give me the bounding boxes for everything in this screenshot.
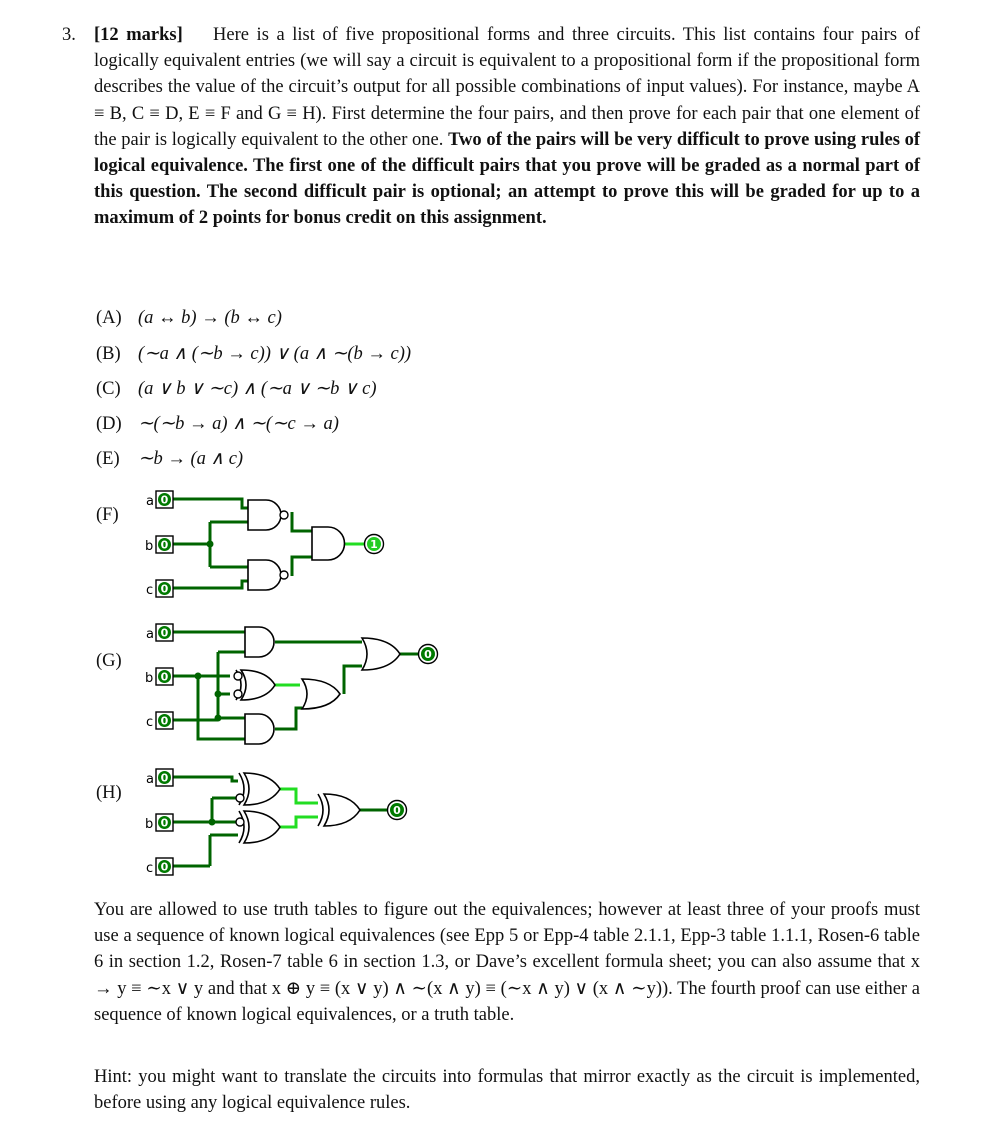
circuit-f-label: (F) [96,505,119,525]
circuit-h-label: (H) [96,783,122,803]
input-pin-b[interactable]: 0 [160,538,169,552]
or-gate [302,679,340,709]
xor-gate [244,811,280,843]
xor-gate [239,811,244,843]
input-label-b: b [145,817,154,832]
instructions-paragraph: You are allowed to use truth tables to figure out the equivalences; however at least three of your proofs must use a sequence of known logical equivalences (see Epp 5 or Epp-4 table 2.1.1, Epp-3 table 1.1.1, Rosen-6 table 6 in section 1.2, Rosen-7 table 6 in section 1.3, or Dave’s excellent formula sheet; you can also assume that x → y ≡ ∼x ∨ y and that x ⊕ y ≡ (x ∨ y) ∧ ∼(x ∧ y) ≡ (∼x ∧ y) ∨ (x ∧ ∼y)). The fourth proof can use either a sequence of known logical equivalences, or a truth table. [94,900,920,1025]
formula-d: (D) ∼(∼b → a) ∧ ∼(∼c → a) [96,414,339,434]
input-label-a: a [146,772,154,787]
output-pin-h: 0 [393,804,401,817]
circuit-g-label: (G) [96,651,122,671]
question-number: 3. [62,25,76,45]
input-label-a: a [146,627,154,642]
question-intro [94,22,920,232]
xor-gate [318,794,323,826]
input-pin-a[interactable]: 0 [160,771,169,785]
intro-bold-text: Two of the pairs will be very difficult to prove using rules of logical equivalence. The first one of the difficult pairs that you prove will be graded as a normal part of this question. The second difficult pair is optional; an attempt to prove this will be graded for up to a maximum of 2 points for bonus credit on this assignment. [94,129,921,229]
formula-e: (E) ∼b → (a ∧ c) [96,449,244,469]
input-pin-c[interactable]: 0 [160,860,169,874]
input-pin-b[interactable]: 0 [160,816,169,830]
hint-paragraph: Hint: you might want to translate the circuits into formulas that mirror exactly as the circuit is implemented, before using any logical equivalence rules. [94,1067,920,1114]
and-gate [245,627,274,657]
circuit-f [145,491,384,598]
xor-gate [244,773,280,805]
formula-a: (A) (a ↔ b) → (b ↔ c) [96,308,282,328]
xor-gate [241,670,275,700]
input-pin-b[interactable]: 0 [160,670,169,684]
input-label-b: b [145,671,154,686]
formula-b: (B) (∼a ∧ (∼b → c)) ∨ (a ∧ ∼(b → c)) [96,344,412,364]
input-pin-c[interactable]: 0 [160,582,169,596]
or-gate [362,638,400,670]
input-pin-a[interactable]: 0 [160,493,169,507]
formula-c: (C) (a ∨ b ∨ ∼c) ∧ (∼a ∨ ∼b ∨ c) [96,379,377,399]
marks-label: [12 marks] [94,25,183,45]
circuit-diagrams [0,480,985,890]
input-label-c: c [146,715,154,730]
output-pin-g: 0 [424,648,432,661]
input-label-b: b [145,539,154,554]
xor-gate [324,794,360,826]
and-gate [312,527,345,560]
circuit-g [145,624,438,744]
input-label-c: c [146,861,154,876]
intro-text: Here is a list of five propositional forms and three circuits. This list contains four pairs of logically equivalent entries (we will say a circuit is equivalent to a propositional form if the propositional form describes the value of the circuit’s output for all possible combinations of input values). For instance, maybe A ≡ B, C ≡ D, E ≡ F and G ≡ H). First determine the four pairs, and then prove for each pair that one element of the pair is logically equivalent to the other one. [94,25,921,150]
output-pin-f: 1 [370,538,378,551]
circuit-h [145,769,407,876]
input-pin-a[interactable]: 0 [160,626,169,640]
input-label-c: c [146,583,154,598]
input-label-a: a [146,494,154,509]
and-gate [248,500,281,530]
and-gate [248,560,281,590]
and-gate [245,714,274,744]
input-pin-c[interactable]: 0 [160,714,169,728]
